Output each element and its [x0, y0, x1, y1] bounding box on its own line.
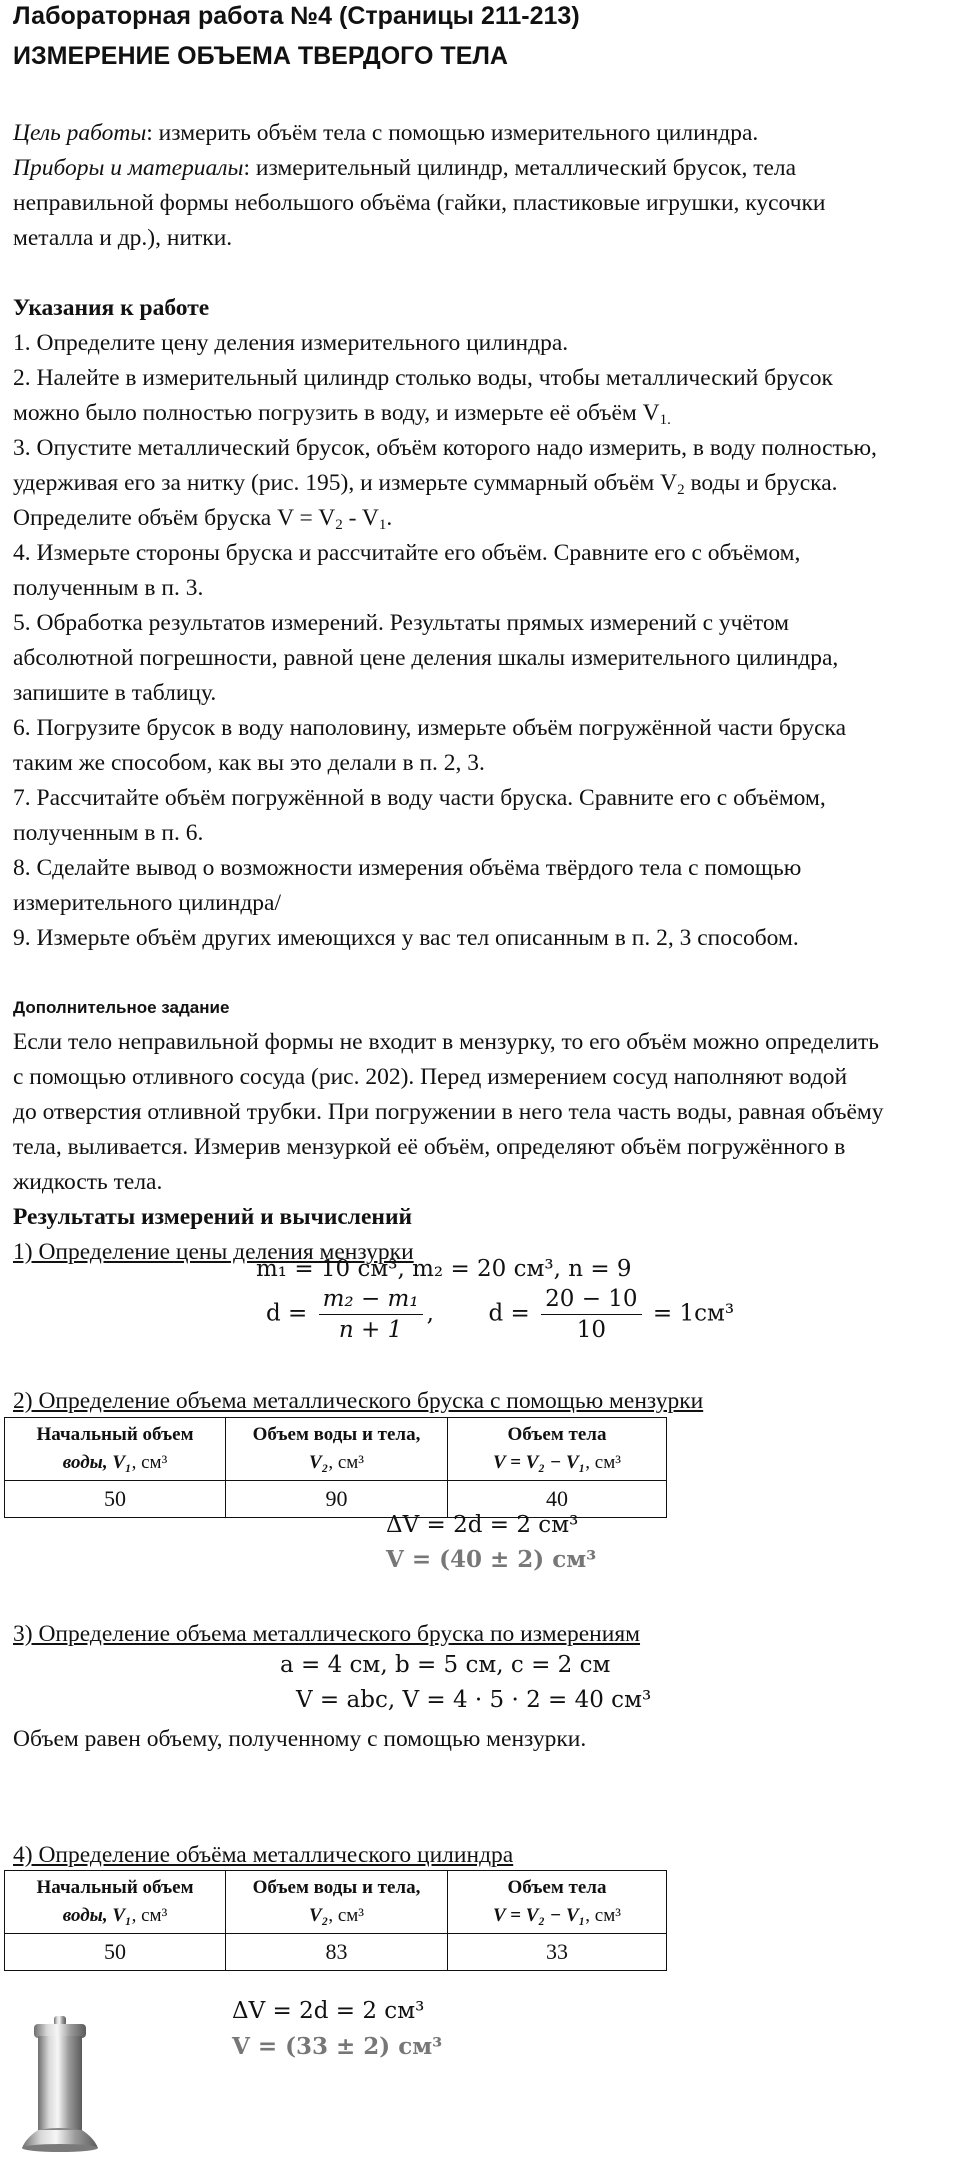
goal-label: Цель работы [13, 120, 147, 146]
instruction-line: таким же способом, как вы это делали в п. 2, 3. [13, 750, 485, 776]
formula-v-result: V = (40 ± 2) см³ [386, 1546, 597, 1573]
extra-line: до отверстия отливной трубки. При погружении в него тела часть воды, равная объёму [13, 1099, 884, 1125]
section-3-heading: 3) Определение объема металлического бруска по измерениям [13, 1621, 641, 1647]
instruction-line: полученным в п. 3. [13, 575, 204, 601]
instruction-line: 1. Определите цену деления измерительного цилиндра. [13, 330, 569, 356]
table-header-cell: Объем воды и тела, V₂, см³ [226, 1418, 448, 1481]
table-cell: 83 [226, 1934, 448, 1971]
formula-m-values: m₁ = 10 см³, m₂ = 20 см³, n = 9 [256, 1256, 632, 1282]
section-2-heading: 2) Определение объема металлического бруска с помощью мензурки [13, 1388, 704, 1414]
section-1-heading: 1) Определение цены деления мензурки [13, 1239, 414, 1265]
instruction-line: абсолютной погрешности, равной цене деления шкалы измерительного цилиндра, [13, 645, 839, 671]
table-header-cell: Объем тела V = V₂ − V₁, см³ [448, 1418, 667, 1481]
extra-heading: Дополнительное задание [13, 998, 230, 1017]
instruction-text: . [386, 505, 393, 531]
instruction-text: можно было полностью погрузить в воду, и измерьте её объём V [13, 400, 660, 426]
table-header-cell: Начальный объем воды, V₁, см³ [5, 1871, 226, 1934]
materials-line-1 [13, 151, 952, 186]
formula-comma: , [426, 1300, 434, 1327]
table-cell: 50 [5, 1481, 226, 1518]
table-header-cell: Объем воды и тела, V₂, см³ [226, 1871, 448, 1934]
instruction-line: 3. Опустите металлический брусок, объём которого надо измерить, в воду полностью, [13, 435, 877, 461]
results-heading: Результаты измерений и вычислений [13, 1204, 413, 1230]
fraction-denominator: 10 [576, 1317, 606, 1343]
subscript: 1 [378, 517, 387, 533]
table-header-row [5, 1418, 667, 1481]
formula-delta-v-2: ΔV = 2d = 2 см³ [232, 1998, 425, 2024]
formula-v-result-2: V = (33 ± 2) см³ [232, 2033, 443, 2060]
fraction-denominator: n + 1 [338, 1317, 403, 1343]
instruction-line: 5. Обработка результатов измерений. Результаты прямых измерений с учётом [13, 610, 790, 636]
fraction-numeric [541, 1286, 641, 1343]
extra-line: с помощью отливного сосуда (рис. 202). Перед измерением сосуд наполняют водой [13, 1064, 848, 1090]
instructions-heading: Указания к работе [13, 295, 210, 321]
materials-label: Приборы и материалы [13, 155, 244, 181]
instruction-line: запишите в таблицу. [13, 680, 217, 706]
subscript: 1. [659, 412, 671, 428]
results-table-1 [4, 1417, 667, 1518]
results-table-2 [4, 1870, 667, 1971]
goal-text: : измерить объём тела с помощью измерительного цилиндра. [146, 120, 759, 146]
instruction-text: воды и бруска. [684, 470, 838, 496]
fraction-general [319, 1286, 423, 1343]
section-4-heading: 4) Определение объёма металлического цилиндра [13, 1842, 514, 1868]
formula-d-label: d = [488, 1300, 530, 1327]
instruction-line: 9. Измерьте объём других имеющихся у вас тел описанным в п. 2, 3 способом. [13, 925, 799, 951]
section-3-conclusion: Объем равен объему, полученному с помощью мензурки. [13, 1726, 587, 1752]
subscript: 2 [335, 517, 343, 533]
formula-d-label: d = [266, 1300, 308, 1327]
goal-line [13, 116, 952, 151]
table-cell: 90 [226, 1481, 448, 1518]
fraction-numerator: 20 − 10 [541, 1286, 641, 1315]
table-header-cell: Объем тела V = V₂ − V₁, см³ [448, 1871, 667, 1934]
table-header-cell: Начальный объем воды, V₁, см³ [5, 1418, 226, 1481]
formula-delta-v: ΔV = 2d = 2 см³ [386, 1512, 579, 1538]
instruction-text: удерживая его за нитку (рис. 195), и измерьте суммарный объём V [13, 470, 678, 496]
instruction-line: полученным в п. 6. [13, 820, 204, 846]
instruction-line: 2. Налейте в измерительный цилиндр столько воды, чтобы металлический брусок [13, 365, 833, 391]
formula-d [266, 1286, 734, 1343]
metal-cylinder-image [16, 2014, 106, 2154]
instruction-text: - V [342, 505, 379, 531]
page-subtitle: ИЗМЕРЕНИЕ ОБЪЕМА ТВЕРДОГО ТЕЛА [13, 42, 508, 70]
extra-line: Если тело неправильной формы не входит в мензурку, то его объём можно определить [13, 1029, 880, 1055]
materials-line-3: металла и др.), нитки. [13, 225, 233, 251]
extra-line: жидкость тела. [13, 1169, 163, 1195]
formula-volume: V = abc, V = 4 · 5 · 2 = 40 см³ [296, 1687, 652, 1713]
table-header-row [5, 1871, 667, 1934]
table-cell: 33 [448, 1934, 667, 1971]
formula-result: = 1см³ [652, 1300, 735, 1327]
instruction-line: 6. Погрузите брусок в воду наполовину, измерьте объём погружённой части бруска [13, 715, 847, 741]
instruction-line: измерительного цилиндра/ [13, 890, 282, 916]
fraction-numerator: m₂ − m₁ [319, 1286, 423, 1315]
formula-sides: a = 4 см, b = 5 см, c = 2 см [280, 1652, 611, 1678]
table-cell: 40 [448, 1481, 667, 1518]
table-row [5, 1934, 667, 1971]
materials-text-1: : измерительный цилиндр, металлический брусок, тела [243, 155, 797, 181]
materials-line-2: неправильной формы небольшого объёма (гайки, пластиковые игрушки, кусочки [13, 190, 826, 216]
extra-line: тела, выливается. Измерив мензуркой её объём, определяют объём погружённого в [13, 1134, 846, 1160]
subscript: 2 [677, 482, 685, 498]
instruction-text: Определите объём бруска V = V [13, 505, 336, 531]
instruction-line: 8. Сделайте вывод о возможности измерения объёма твёрдого тела с помощью [13, 855, 802, 881]
page-title: Лабораторная работа №4 (Страницы 211-213) [13, 2, 580, 30]
instruction-line: 4. Измерьте стороны бруска и рассчитайте его объём. Сравните его с объёмом, [13, 540, 801, 566]
table-cell: 50 [5, 1934, 226, 1971]
instruction-line: 7. Рассчитайте объём погружённой в воду части бруска. Сравните его с объёмом, [13, 785, 826, 811]
